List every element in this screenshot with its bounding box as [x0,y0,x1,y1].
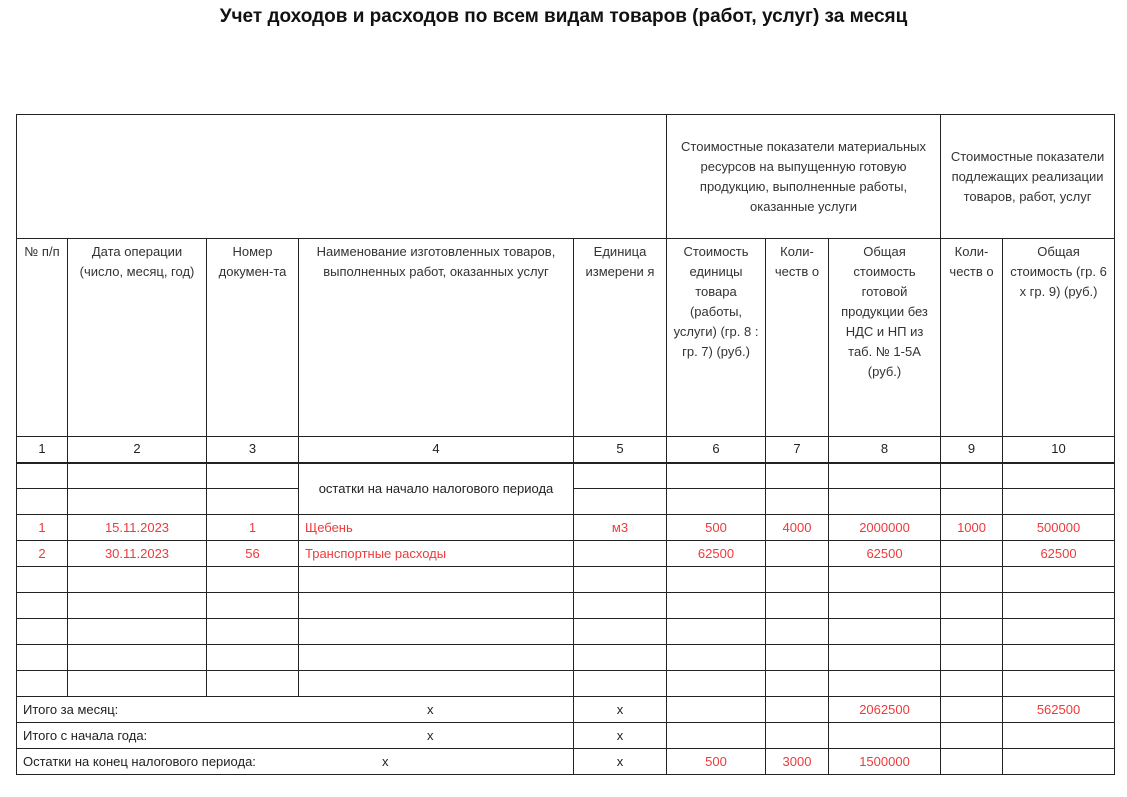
col-header-3: Номер докумен-та [207,239,299,437]
total-month-total2: 562500 [1003,697,1115,723]
group-header-empty [17,115,667,239]
row-price: 62500 [667,541,766,567]
total-ytd-x: x [427,727,434,743]
column-number-row [17,437,1115,463]
row-number: 2 [17,541,68,567]
col-header-9: Коли-честв о [941,239,1003,437]
closing-balance-x: x [382,753,389,769]
table-row [17,541,1115,567]
empty-row [17,645,1115,671]
row-name: Щебень [299,515,574,541]
row-price: 500 [667,515,766,541]
closing-balance-total: 1500000 [829,749,941,775]
row-number: 1 [17,515,68,541]
closing-balance-price: 500 [667,749,766,775]
col-header-1: № п/п [17,239,68,437]
col-header-2: Дата операции (число, месяц, год) [68,239,207,437]
group-header-row [17,115,1115,239]
column-header-row [17,239,1115,437]
col-number: 3 [207,437,299,463]
row-total: 62500 [829,541,941,567]
total-ytd-unit-x: x [574,723,667,749]
page-title: Учет доходов и расходов по всем видам товаров (работ, услуг) за месяц [219,6,908,27]
opening-balance-row [17,463,1115,489]
col-number: 1 [17,437,68,463]
total-month-x: x [427,701,434,717]
empty-row [17,567,1115,593]
row-unit [574,541,667,567]
col-number: 6 [667,437,766,463]
group-header-material: Стоимостные показатели материальных ресурсов на выпущенную готовую продукцию, выполненные работы, оказанные услуги [667,115,941,239]
row-date: 15.11.2023 [68,515,207,541]
empty-row [17,619,1115,645]
opening-balance-label: остатки на начало налогового периода [299,463,574,515]
col-number: 10 [1003,437,1115,463]
total-month-total: 2062500 [829,697,941,723]
total-ytd-label: Итого с начала года: [23,727,148,743]
col-header-7: Коли-честв о [766,239,829,437]
total-ytd-row [17,723,1115,749]
empty-row [17,671,1115,697]
col-number: 8 [829,437,941,463]
row-total: 2000000 [829,515,941,541]
col-number: 7 [766,437,829,463]
row-date: 30.11.2023 [68,541,207,567]
closing-balance-qty: 3000 [766,749,829,775]
col-number: 5 [574,437,667,463]
ledger-table [16,114,1115,775]
col-number: 2 [68,437,207,463]
col-header-10: Общая стоимость (гр. 6 x гр. 9) (руб.) [1003,239,1115,437]
closing-balance-row [17,749,1115,775]
row-doc: 1 [207,515,299,541]
total-month-row [17,697,1115,723]
col-header-4: Наименование изготовленных товаров, выполненных работ, оказанных услуг [299,239,574,437]
closing-balance-label: Остатки на конец налогового периода: [23,753,256,769]
col-header-5: Единица измерени я [574,239,667,437]
group-header-realization: Стоимостные показатели подлежащих реализации товаров, работ, услуг [941,115,1115,239]
closing-balance-unit-x: x [574,749,667,775]
col-header-8: Общая стоимость готовой продукции без НДС и НП из таб. № 1-5А (руб.) [829,239,941,437]
row-total2: 500000 [1003,515,1115,541]
col-header-6: Стоимость единицы товара (работы, услуги) (гр. 8 : гр. 7) (руб.) [667,239,766,437]
total-month-label: Итого за месяц: [23,701,119,717]
row-qty [766,541,829,567]
empty-row [17,593,1115,619]
row-name: Транспортные расходы [299,541,574,567]
row-doc: 56 [207,541,299,567]
row-total2: 62500 [1003,541,1115,567]
row-qty2: 1000 [941,515,1003,541]
row-qty: 4000 [766,515,829,541]
row-qty2 [941,541,1003,567]
row-unit: м3 [574,515,667,541]
col-number: 9 [941,437,1003,463]
col-number: 4 [299,437,574,463]
total-month-unit-x: x [574,697,667,723]
table-row [17,515,1115,541]
